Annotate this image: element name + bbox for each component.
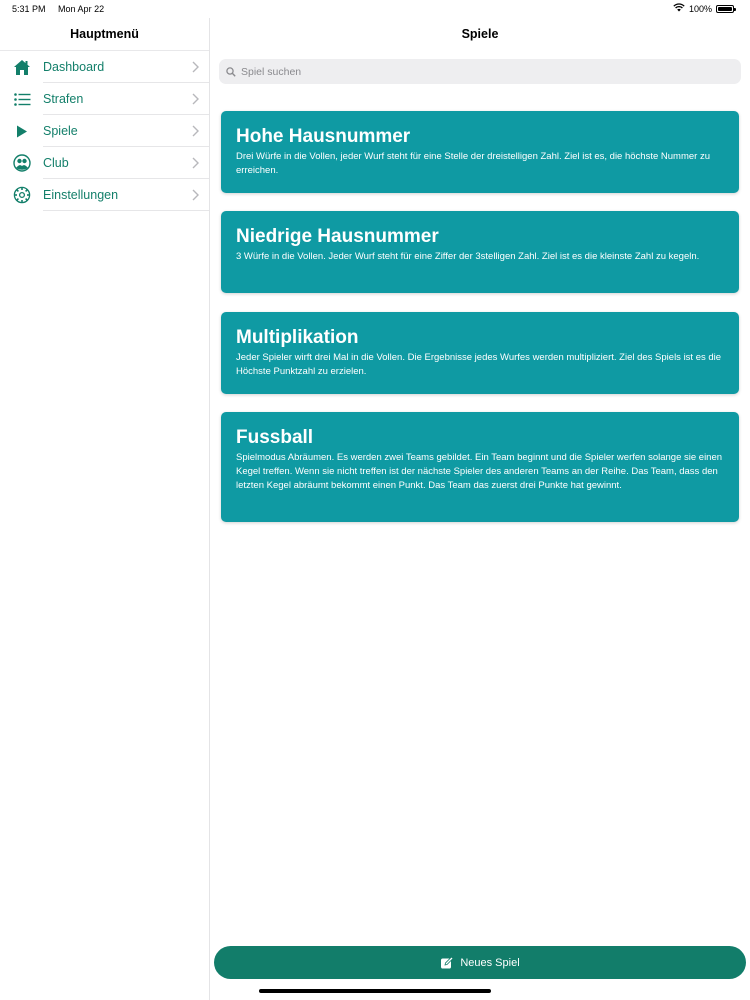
game-card-title: Niedrige Hausnummer	[236, 226, 439, 247]
wifi-icon	[673, 3, 685, 14]
compose-icon	[440, 956, 454, 970]
game-card-title: Multiplikation	[236, 327, 359, 348]
game-card-description: Spielmodus Abräumen. Es werden zwei Teams gebildet. Ein Team beginnt und die Spieler werfen solange sie einen Kegel treffen. Wenn sie nicht treffen ist der nächste Spieler des anderen Teams an der Reihe. Das Team, dass den letzten Kegel abräumt bekommt einen Punkt. Das Team das zuerst drei Punkte hat gewinnt.	[236, 452, 723, 491]
chevron-right-icon	[192, 60, 199, 78]
game-card-description: Drei Würfe in die Vollen, jeder Wurf steht für eine Stelle der dreistelligen Zahl. Ziel ist es, die höchste Nummer zu erreichen.	[236, 151, 710, 176]
chevron-right-icon	[192, 188, 199, 206]
new-game-button-label: Neues Spiel	[460, 956, 520, 969]
battery-icon	[716, 5, 734, 13]
game-card-hohe-hausnummer[interactable]	[221, 111, 739, 193]
sidebar-item-label: Einstellungen	[43, 188, 119, 202]
page-title: Spiele	[461, 27, 499, 41]
house-icon	[12, 57, 32, 77]
search-icon	[226, 67, 236, 77]
chevron-right-icon	[192, 124, 199, 142]
sidebar-item-einstellungen[interactable]	[0, 179, 209, 211]
game-card-multiplikation[interactable]	[221, 312, 739, 394]
sidebar-item-label: Club	[43, 156, 69, 170]
home-indicator	[259, 989, 491, 993]
sidebar-item-dashboard[interactable]	[0, 51, 209, 83]
status-date: Mon Apr 22	[58, 4, 105, 14]
sidebar-title: Hauptmenü	[0, 18, 209, 51]
new-game-button[interactable]	[214, 946, 746, 979]
sidebar-item-strafen[interactable]	[0, 83, 209, 115]
people-icon	[12, 153, 32, 173]
game-card-title: Hohe Hausnummer	[236, 126, 411, 147]
search-placeholder: Spiel suchen	[241, 65, 302, 78]
game-card-niedrige-hausnummer[interactable]	[221, 211, 739, 293]
battery-percent: 100%	[688, 3, 712, 14]
game-card-title: Fussball	[236, 427, 314, 448]
chevron-right-icon	[192, 156, 199, 174]
gear-icon	[12, 185, 32, 205]
sidebar-item-spiele[interactable]	[0, 115, 209, 147]
sidebar-item-label: Strafen	[43, 92, 84, 106]
play-icon	[12, 121, 32, 141]
main-content	[210, 18, 750, 1000]
sidebar-item-club[interactable]	[0, 147, 209, 179]
search-input[interactable]	[219, 59, 741, 84]
list-icon	[12, 89, 32, 109]
sidebar-item-label: Spiele	[43, 124, 78, 138]
game-card-description: Jeder Spieler wirft drei Mal in die Vollen. Die Ergebnisse jedes Wurfes werden multipliziert. Ziel des Spiels ist es die Höchste Punktzahl zu erzielen.	[236, 352, 722, 377]
game-card-fussball[interactable]	[221, 412, 739, 522]
status-time: 5:31 PM	[12, 4, 46, 14]
status-bar	[0, 0, 750, 18]
sidebar	[0, 18, 210, 1000]
game-card-description: 3 Würfe in die Vollen. Jeder Wurf steht für eine Ziffer der 3stelligen Zahl. Ziel ist es die kleinste Zahl zu kegeln.	[236, 251, 700, 262]
chevron-right-icon	[192, 92, 199, 110]
sidebar-item-label: Dashboard	[43, 60, 105, 74]
